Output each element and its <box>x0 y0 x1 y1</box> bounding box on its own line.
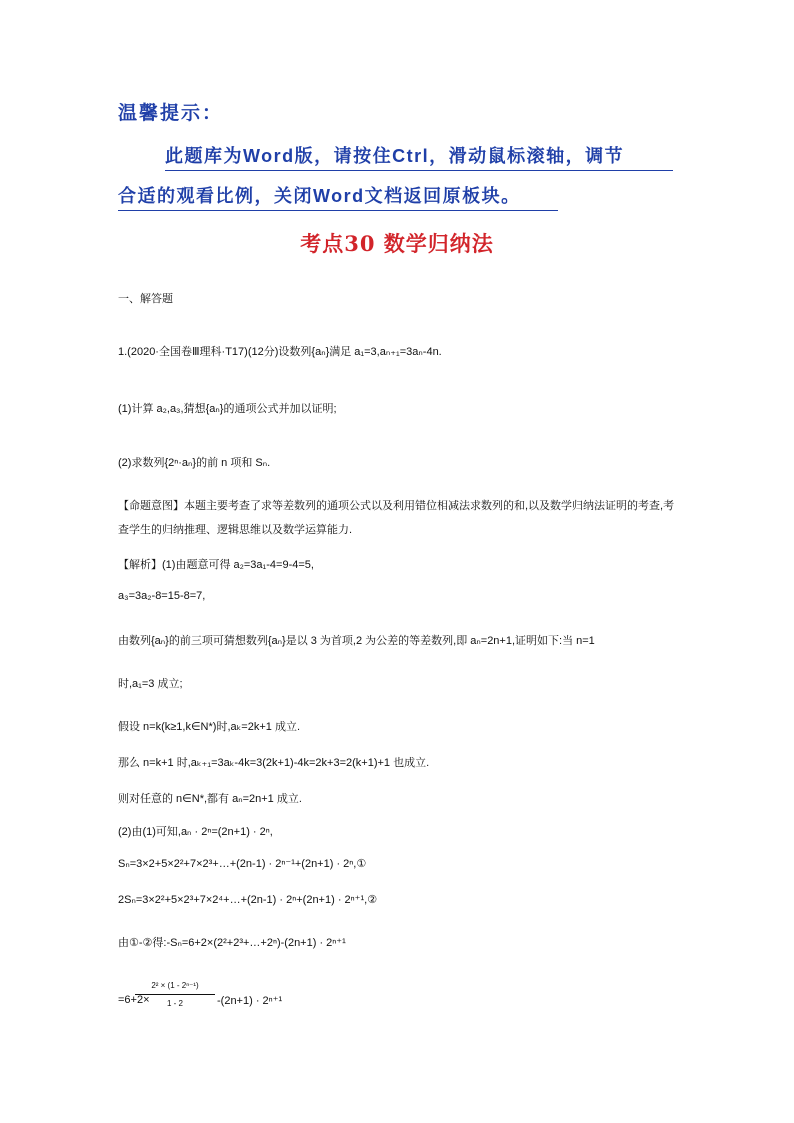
solution-line-9: Sₙ=3×2+5×2²+7×2³+…+(2n-1) · 2ⁿ⁻¹+(2n+1) · 2ⁿ,① <box>118 858 367 870</box>
solution-line-4: 时,a₁=3 成立; <box>118 678 183 690</box>
tip-line-2: 合适的观看比例，关闭Word文档返回原板块。 <box>118 182 558 211</box>
tip-line-1: 此题库为Word版，请按住Ctrl，滑动鼠标滚轴，调节 <box>165 142 673 171</box>
fraction-denominator: 1 - 2 <box>166 999 183 1008</box>
solution-line-6: 那么 n=k+1 时,aₖ₊₁=3aₖ-4k=3(2k+1)-4k=2k+3=2(k+1)+1 也成立. <box>118 757 430 769</box>
solution-line-7: 则对任意的 n∈N*,都有 aₙ=2n+1 成立. <box>118 793 302 805</box>
tip-title: 温馨提示： <box>118 103 224 124</box>
fraction <box>135 981 215 1008</box>
solution-line-8: (2)由(1)可知,aₙ · 2ⁿ=(2n+1) · 2ⁿ, <box>118 826 273 838</box>
fraction-numerator: 2² × (1 - 2ⁿ⁻¹) <box>135 981 215 995</box>
solution-line-1: 【解析】(1)由题意可得 a₂=3a₁-4=9-4=5, <box>118 559 314 571</box>
question-part-1: (1)计算 a₂,a₃,猜想{aₙ}的通项公式并加以证明; <box>118 403 337 415</box>
solution-line-5: 假设 n=k(k≥1,k∈N*)时,aₖ=2k+1 成立. <box>118 721 300 733</box>
intent-paragraph: 【命题意图】本题主要考查了求等差数列的通项公式以及利用错位相减法求数列的和,以及数学归纳法证明的考查,考查学生的归纳推理、逻辑思维以及数学运算能力. <box>118 500 675 536</box>
solution-line-12-prefix: =6+2× <box>118 994 150 1006</box>
page-title: 考点30 数学归纳法 <box>300 231 494 256</box>
solution-line-11: 由①-②得:-Sₙ=6+2×(2²+2³+…+2ⁿ)-(2n+1) · 2ⁿ⁺¹ <box>118 937 346 949</box>
question-stem: 1.(2020·全国卷Ⅲ理科·T17)(12分)设数列{aₙ}满足 a₁=3,aₙ₊₁=3aₙ-4n. <box>118 346 442 358</box>
solution-line-12-suffix: -(2n+1) · 2ⁿ⁺¹ <box>217 995 283 1007</box>
solution-line-3: 由数列{aₙ}的前三项可猜想数列{aₙ}是以 3 为首项,2 为公差的等差数列,即 aₙ=2n+1,证明如下:当 n=1 <box>118 635 595 647</box>
question-part-2: (2)求数列{2ⁿ·aₙ}的前 n 项和 Sₙ. <box>118 457 271 469</box>
solution-line-10: 2Sₙ=3×2²+5×2³+7×2⁴+…+(2n-1) · 2ⁿ+(2n+1) · 2ⁿ⁺¹,② <box>118 894 378 906</box>
solution-line-2: a₃=3a₂-8=15-8=7, <box>118 590 206 602</box>
section-heading: 一、解答题 <box>118 293 173 305</box>
